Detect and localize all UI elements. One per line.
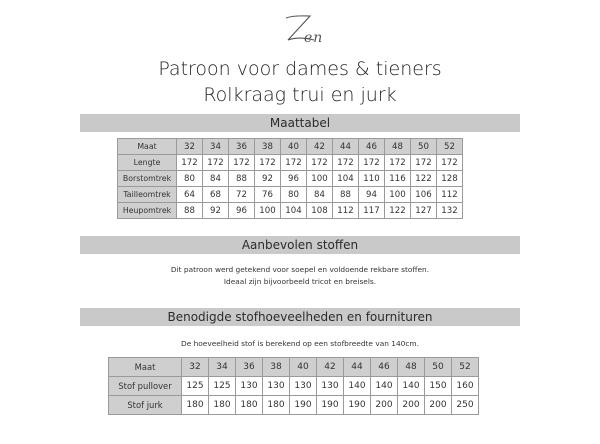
table-cell: 180	[263, 396, 290, 415]
table-cell: 150	[425, 377, 452, 396]
table-cell: 84	[307, 187, 333, 203]
table-cell: 84	[203, 171, 229, 187]
table-cell: 80	[281, 187, 307, 203]
size-header-cell: 34	[203, 139, 229, 155]
table-cell: 190	[317, 396, 344, 415]
row-label-cell: Borstomtrek	[118, 171, 177, 187]
table-cell: 140	[344, 377, 371, 396]
table-cell: 200	[425, 396, 452, 415]
table-cell: 172	[333, 155, 359, 171]
table-cell: 130	[290, 377, 317, 396]
table-cell: 172	[203, 155, 229, 171]
size-header-cell: 34	[209, 358, 236, 377]
table-cell: 80	[177, 171, 203, 187]
table-cell: 96	[229, 203, 255, 219]
table-cell: 172	[177, 155, 203, 171]
size-header-cell: 38	[263, 358, 290, 377]
table-cell: 117	[359, 203, 385, 219]
svg-text:en: en	[304, 30, 324, 46]
size-header-cell: 32	[177, 139, 203, 155]
table-cell: 100	[307, 171, 333, 187]
table-cell: 130	[236, 377, 263, 396]
table-cell: 108	[307, 203, 333, 219]
fabric-table	[108, 357, 479, 415]
size-header-cell: 44	[344, 358, 371, 377]
table-cell: 172	[437, 155, 463, 171]
table-cell: 160	[452, 377, 479, 396]
size-header-cell: 44	[333, 139, 359, 155]
table-cell: 104	[281, 203, 307, 219]
size-header-cell: 46	[371, 358, 398, 377]
zen-logo-mark	[270, 10, 330, 54]
table-header-row	[109, 358, 479, 377]
table-cell: 200	[371, 396, 398, 415]
pattern-subtitle: Rolkraag trui en jurk	[203, 84, 397, 106]
table-cell: 172	[229, 155, 255, 171]
size-header-cell: 46	[359, 139, 385, 155]
table-cell: 106	[411, 187, 437, 203]
table-cell: 76	[255, 187, 281, 203]
table-cell: 100	[255, 203, 281, 219]
table-cell: 200	[398, 396, 425, 415]
table-cell: 125	[182, 377, 209, 396]
recommended-fabrics-text-2: Ideaal zijn bijvoorbeeld tricot en breisels.	[223, 277, 377, 286]
size-header-cell: 52	[437, 139, 463, 155]
recommended-fabrics-text-1: Dit patroon werd getekend voor soepel en voldoende rekbare stoffen.	[170, 265, 430, 274]
row-label-cell: Stof jurk	[109, 396, 182, 415]
table-cell: 104	[333, 171, 359, 187]
pattern-title: Patroon voor dames & tieners	[158, 58, 442, 80]
table-cell: 130	[317, 377, 344, 396]
table-cell: 96	[281, 171, 307, 187]
table-cell: 140	[371, 377, 398, 396]
table-cell: 100	[385, 187, 411, 203]
table-header-row	[118, 139, 463, 155]
table-cell: 116	[385, 171, 411, 187]
size-header-cell: 52	[452, 358, 479, 377]
zen-logo	[0, 10, 600, 54]
table-row	[118, 203, 463, 219]
size-header-cell: 40	[290, 358, 317, 377]
table-cell: 172	[307, 155, 333, 171]
table-cell: 122	[385, 203, 411, 219]
size-header-cell: 40	[281, 139, 307, 155]
row-label-cell: Heupomtrek	[118, 203, 177, 219]
table-row	[118, 187, 463, 203]
table-cell: 128	[437, 171, 463, 187]
table-cell: 180	[182, 396, 209, 415]
size-header-cell: 50	[411, 139, 437, 155]
table-cell: 72	[229, 187, 255, 203]
table-cell: 112	[437, 187, 463, 203]
table-cell: 180	[236, 396, 263, 415]
size-header-cell: 42	[317, 358, 344, 377]
table-cell: 172	[359, 155, 385, 171]
table-cell: 88	[229, 171, 255, 187]
table-cell: 110	[359, 171, 385, 187]
size-header-cell: 48	[398, 358, 425, 377]
table-cell: 88	[177, 203, 203, 219]
table-cell: 250	[452, 396, 479, 415]
size-header-cell: 38	[255, 139, 281, 155]
table-cell: 125	[209, 377, 236, 396]
size-label-cell: Maat	[109, 358, 182, 377]
table-row	[109, 377, 479, 396]
table-cell: 94	[359, 187, 385, 203]
fabric-requirements-note: De hoeveelheid stof is berekend op een stofbreedte van 140cm.	[181, 339, 419, 348]
table-cell: 180	[209, 396, 236, 415]
size-header-cell: 36	[229, 139, 255, 155]
table-cell: 112	[333, 203, 359, 219]
table-cell: 127	[411, 203, 437, 219]
row-label-cell: Lengte	[118, 155, 177, 171]
table-cell: 92	[203, 203, 229, 219]
size-table-heading: Maattabel	[80, 114, 520, 132]
table-cell: 88	[333, 187, 359, 203]
table-cell: 132	[437, 203, 463, 219]
table-cell: 64	[177, 187, 203, 203]
table-cell: 172	[411, 155, 437, 171]
table-row	[118, 171, 463, 187]
table-cell: 130	[263, 377, 290, 396]
table-cell: 172	[281, 155, 307, 171]
row-label-cell: Tailleomtrek	[118, 187, 177, 203]
size-header-cell: 32	[182, 358, 209, 377]
recommended-fabrics-heading: Aanbevolen stoffen	[80, 236, 520, 254]
size-header-cell: 48	[385, 139, 411, 155]
row-label-cell: Stof pullover	[109, 377, 182, 396]
size-label-cell: Maat	[118, 139, 177, 155]
fabric-requirements-heading: Benodigde stofhoeveelheden en fournituren	[80, 308, 520, 326]
table-cell: 92	[255, 171, 281, 187]
table-cell: 172	[385, 155, 411, 171]
size-header-cell: 50	[425, 358, 452, 377]
table-cell: 122	[411, 171, 437, 187]
size-header-cell: 42	[307, 139, 333, 155]
table-row	[118, 155, 463, 171]
table-cell: 190	[344, 396, 371, 415]
size-header-cell: 36	[236, 358, 263, 377]
size-table	[117, 138, 463, 219]
table-cell: 140	[398, 377, 425, 396]
table-row	[109, 396, 479, 415]
table-cell: 68	[203, 187, 229, 203]
table-cell: 172	[255, 155, 281, 171]
table-cell: 190	[290, 396, 317, 415]
